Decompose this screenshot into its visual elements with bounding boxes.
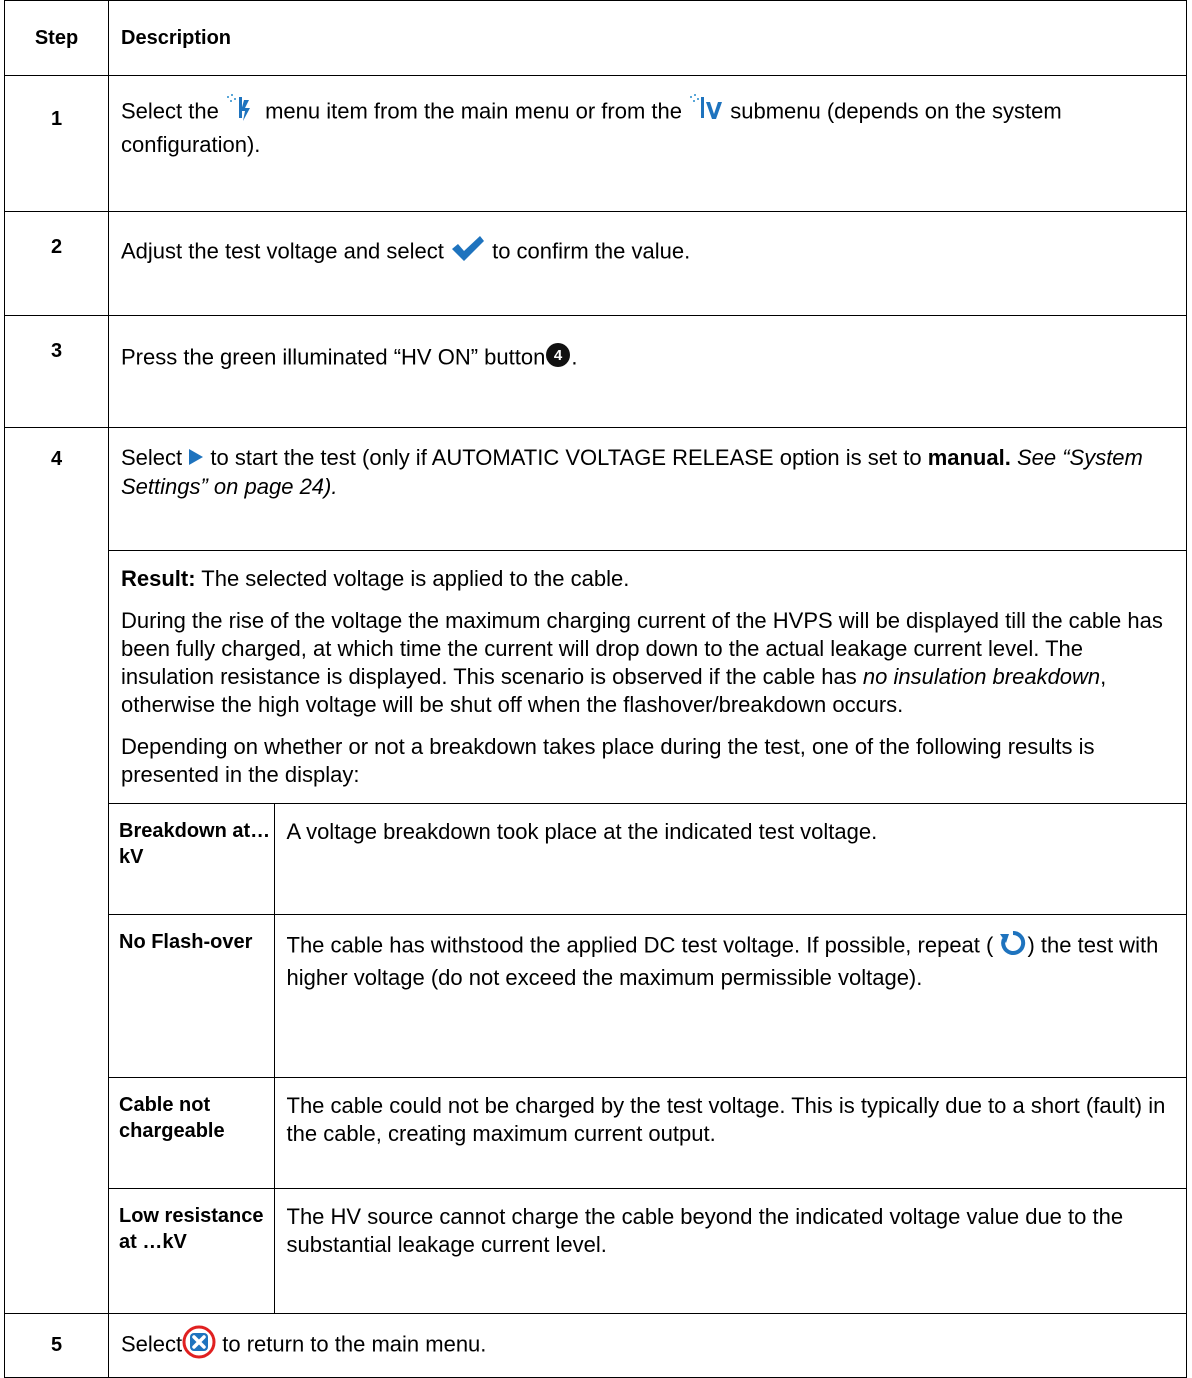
- step-text: menu item from the main menu or from the: [258, 98, 689, 124]
- step-row-2: [5, 212, 1187, 316]
- step-text: to start the test (only if AUTOMATIC VOLTAGE RELEASE option is set to: [204, 445, 928, 470]
- condition-term: Breakdown at…kV: [109, 804, 274, 915]
- condition-term: No Flash-over: [109, 915, 274, 1078]
- header-step: Step: [5, 1, 109, 76]
- step-text: Adjust the test voltage and select: [121, 238, 450, 264]
- condition-term: Low resistance at …kV: [109, 1189, 274, 1314]
- step-description: [109, 316, 1187, 428]
- step-number: 2: [5, 212, 109, 316]
- condition-text: The cable has withstood the applied DC test voltage. If possible, repeat (: [286, 932, 1000, 958]
- step-description: [109, 212, 1187, 316]
- result-label: Result:: [121, 566, 196, 591]
- play-icon: [188, 445, 204, 473]
- hv-on-button-badge: [545, 342, 571, 375]
- step-4-content: [109, 428, 1187, 1314]
- condition-description: [274, 915, 1186, 1078]
- condition-term: Cable not chargeable: [109, 1078, 274, 1189]
- step-row-4: [5, 428, 1187, 1314]
- manual-label: manual.: [927, 445, 1011, 470]
- step-row-1: [5, 76, 1187, 212]
- step-text: Press the green illuminated “HV ON” button: [121, 344, 546, 370]
- step-text: to return to the main menu.: [216, 1331, 487, 1357]
- hv-test-submenu-icon: [688, 94, 724, 131]
- step-row-5: [5, 1314, 1187, 1378]
- system-settings-reference: See “System Settings” on page 24).: [121, 445, 1143, 500]
- step-number: 1: [5, 76, 109, 212]
- outcome-intro-text: Depending on whether or not a breakdown takes place during the test, one of the following results is presented in the display:: [121, 734, 1095, 787]
- checkmark-icon: [450, 234, 486, 271]
- step-number: 5: [5, 1314, 109, 1378]
- header-row: [5, 1, 1187, 76]
- result-paragraph: [121, 565, 1174, 593]
- step-number: 3: [5, 316, 109, 428]
- condition-row: [109, 915, 1186, 1078]
- step-number: 4: [5, 428, 109, 1314]
- step-text: to confirm the value.: [485, 238, 691, 264]
- step-text: .: [571, 344, 578, 370]
- repeat-icon: [999, 929, 1027, 964]
- condition-row: [109, 1189, 1186, 1314]
- procedure-table: [4, 0, 1187, 1378]
- condition-row: [109, 1078, 1186, 1189]
- step-4-result: [109, 551, 1186, 804]
- step-4-nested-table: [109, 428, 1186, 1313]
- header-description: Description: [109, 1, 1187, 76]
- badge-number: 4: [554, 347, 563, 364]
- dc-test-menu-icon: [225, 94, 259, 131]
- step-text: Select: [121, 445, 189, 470]
- condition-description: The HV source cannot charge the cable beyond the indicated voltage value due to the substantial leakage current level.: [274, 1189, 1186, 1314]
- explanation-emphasis: no insulation breakdown: [862, 664, 1101, 689]
- step-text: submenu (depends on the system configuration).: [121, 98, 1062, 157]
- condition-description: The cable could not be charged by the test voltage. This is typically due to a short (fault) in the cable, creating maximum current output.: [274, 1078, 1186, 1189]
- close-icon: [182, 1325, 216, 1366]
- outcome-intro-paragraph: [121, 733, 1174, 789]
- step-4-instruction: [109, 428, 1186, 551]
- explanation-text: During the rise of the voltage the maximum charging current of the HVPS will be displayed till the cable has been fully charged, at which time the current will drop down to the actual leakage current level. The insulation resistance is displayed. This scenario is observed if the cable has: [121, 608, 1163, 689]
- step-text: Select the: [121, 98, 225, 124]
- condition-row: [109, 804, 1186, 915]
- condition-text: ) the test with higher voltage (do not exceed the maximum permissible voltage).: [286, 932, 1159, 990]
- step-description: [109, 76, 1187, 212]
- explanation-text: , otherwise the high voltage will be shut off when the flashover/breakdown occurs.: [121, 664, 1107, 717]
- explanation-paragraph: [121, 607, 1174, 719]
- step-row-3: [5, 316, 1187, 428]
- result-text: The selected voltage is applied to the cable.: [195, 566, 630, 591]
- condition-description: A voltage breakdown took place at the indicated test voltage.: [274, 804, 1186, 915]
- step-description: [109, 1314, 1187, 1378]
- step-text: Select: [121, 1331, 183, 1357]
